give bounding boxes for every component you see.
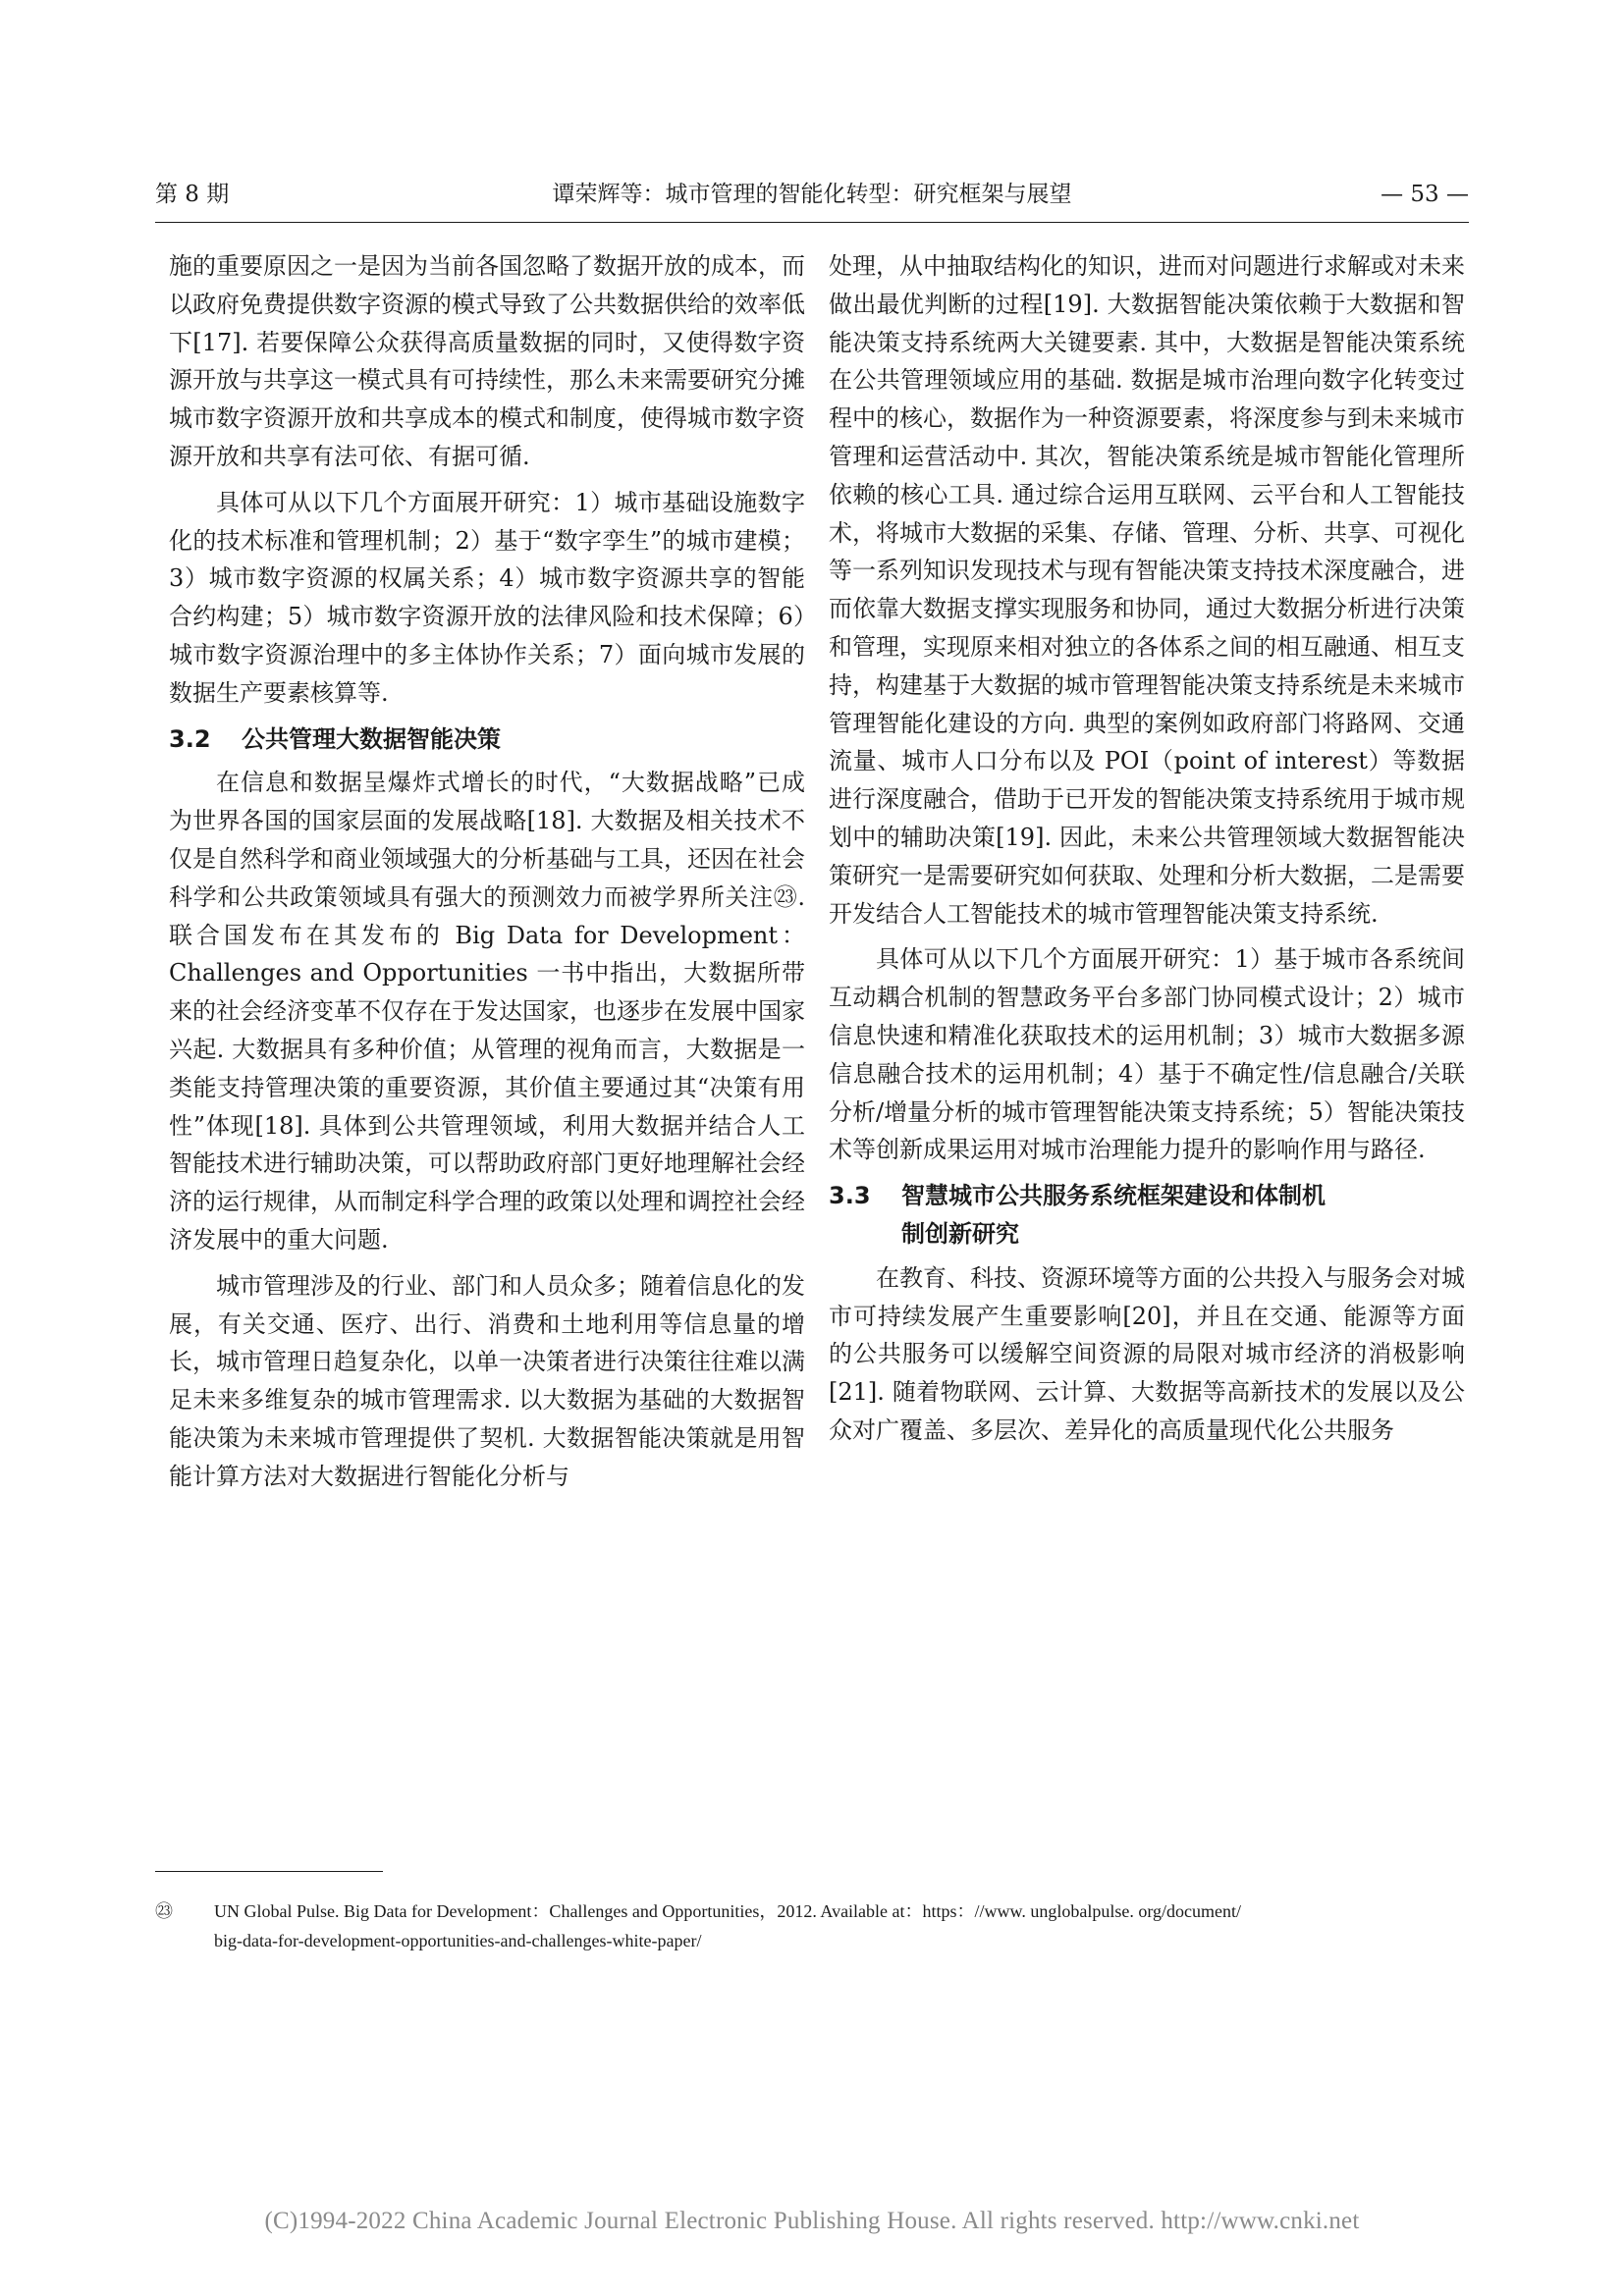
section-title: 公共管理大数据智能决策	[242, 724, 501, 753]
section-number: 3.2	[169, 724, 211, 753]
running-title: 谭荣辉等：城市管理的智能化转型：研究框架与展望	[552, 182, 1072, 207]
paragraph: 具体可从以下几个方面展开研究：1）基于城市各系统间互动耦合机制的智慧政务平台多部门协同模式设计；2）城市信息快速和精准化获取技术的运用机制；3）城市大数据多源信息融合技术的运用机制；4）基于不确定性/信息融合/关联分析/增量分析的城市管理智能决策支持系统；5）智能决策技术等创新成果运用对城市治理能力提升的影响作用与路径.	[829, 945, 1465, 1164]
footnote-text-continued: big-data-for-development-opportunities-and-challenges-white-paper/	[214, 1931, 702, 1950]
footnote-rule	[155, 1871, 383, 1872]
paragraph: 具体可从以下几个方面展开研究：1）城市基础设施数字化的技术标准和管理机制；2）基于“数字孪生”的城市建模；3）城市数字资源的权属关系；4）城市数字资源共享的智能合约构建；5）城市数字资源开放的法律风险和技术保障；6）城市数字资源治理中的多主体协作关系；7）面向城市发展的数据生产要素核算等.	[169, 488, 805, 707]
copyright-notice: (C)1994-2022 China Academic Journal Electronic Publishing House. All rights reserved. http://www.cnki.net	[264, 2208, 1360, 2234]
section-number: 3.3	[829, 1182, 871, 1210]
paragraph: 在教育、科技、资源环境等方面的公共投入与服务会对城市可持续发展产生重要影响[20]，并且在交通、能源等方面的公共服务可以缓解空间资源的局限对城市经济的消极影响[21]. 随着物联网、云计算、大数据等高新技术的发展以及公众对广覆盖、多层次、差异化的高质量现代化公共服务	[829, 1263, 1465, 1444]
section-title: 智慧城市公共服务系统框架建设和体制机	[901, 1182, 1326, 1210]
paragraph: 处理，从中抽取结构化的知识，进而对问题进行求解或对未来做出最优判断的过程[19]. 大数据智能决策依赖于大数据和智能决策支持系统两大关键要素. 其中，大数据是智能决策系统在公共管理领域应用的基础. 数据是城市治理向数字化转变过程中的核心，数据作为一种资源要素，将深度参与到未来城市管理和运营活动中. 其次，智能决策系统是城市智能化管理所依赖的核心工具. 通过综合运用互联网、云平台和人工智能技术，将城市大数据的采集、存储、管理、分析、共享、可视化等一系列知识发现技术与现有智能决策支持技术深度融合，进而依靠大数据支撑实现服务和协同，通过大数据分析进行决策和管理，实现原来相对独立的各体系之间的相互融通、相互支持，构建基于大数据的城市管理智能决策支持系统是未来城市管理智能化建设的方向. 典型的案例如政府部门将路网、交通流量、城市人口分布以及 POI（point of interest）等数据进行深度融合，借助于已开发的智能决策支持系统用于城市规划中的辅助决策[19]. 因此，未来公共管理领域大数据智能决策研究一是需要研究如何获取、处理和分析大数据，二是需要开发结合人工智能技术的城市管理智能决策支持系统.	[829, 252, 1465, 928]
page-header	[155, 177, 1469, 212]
right-column	[829, 247, 1465, 1458]
footnote-mark: ㉓	[155, 1901, 173, 1921]
paragraph: 在信息和数据呈爆炸式增长的时代，“大数据战略”已成为世界各国的国家层面的发展战略[18]. 大数据及相关技术不仅是自然科学和商业领域强大的分析基础与工具，还因在社会科学和公共政策领域具有强大的预测效力而被学界所关注㉓. 联合国发布在其发布的 Big Data for Development：Challenges and Opportunities 一书中指出，大数据所带来的社会经济变革不仅存在于发达国家，也逐步在发展中国家兴起. 大数据具有多种价值；从管理的视角而言，大数据是一类能支持管理决策的重要资源，其价值主要通过其“决策有用性”体现[18]. 具体到公共管理领域，利用大数据并结合人工智能技术进行辅助决策，可以帮助政府部门更好地理解社会经济的运行规律，从而制定科学合理的政策以处理和调控社会经济发展中的重大问题.	[169, 769, 805, 1254]
footnote-text: UN Global Pulse. Big Data for Development：Challenges and Opportunities，2012. Available at：https：//www. unglobalpulse. org/document/	[214, 1901, 1242, 1921]
section-title-continued: 制创新研究	[901, 1219, 1019, 1248]
left-column	[169, 247, 805, 1504]
page-number: — 53 —	[1380, 182, 1469, 207]
issue-number: 第 8 期	[155, 182, 230, 207]
paragraph: 施的重要原因之一是因为当前各国忽略了数据开放的成本，而以政府免费提供数字资源的模式导致了公共数据供给的效率低下[17]. 若要保障公众获得高质量数据的同时，又使得数字资源开放与共享这一模式具有可持续性，那么未来需要研究分摊城市数字资源开放和共享成本的模式和制度，使得城市数字资源开放和共享有法可依、有据可循.	[169, 252, 805, 470]
paragraph: 城市管理涉及的行业、部门和人员众多；随着信息化的发展，有关交通、医疗、出行、消费和土地利用等信息量的增长，城市管理日趋复杂化，以单一决策者进行决策往往难以满足未来多维复杂的城市管理需求. 以大数据为基础的大数据智能决策为未来城市管理提供了契机. 大数据智能决策就是用智能计算方法对大数据进行智能化分析与	[169, 1271, 805, 1490]
section-heading-3-2	[169, 721, 805, 759]
header-rule	[155, 222, 1469, 223]
section-heading-3-3	[829, 1177, 1465, 1254]
footnote	[155, 1896, 1469, 1955]
